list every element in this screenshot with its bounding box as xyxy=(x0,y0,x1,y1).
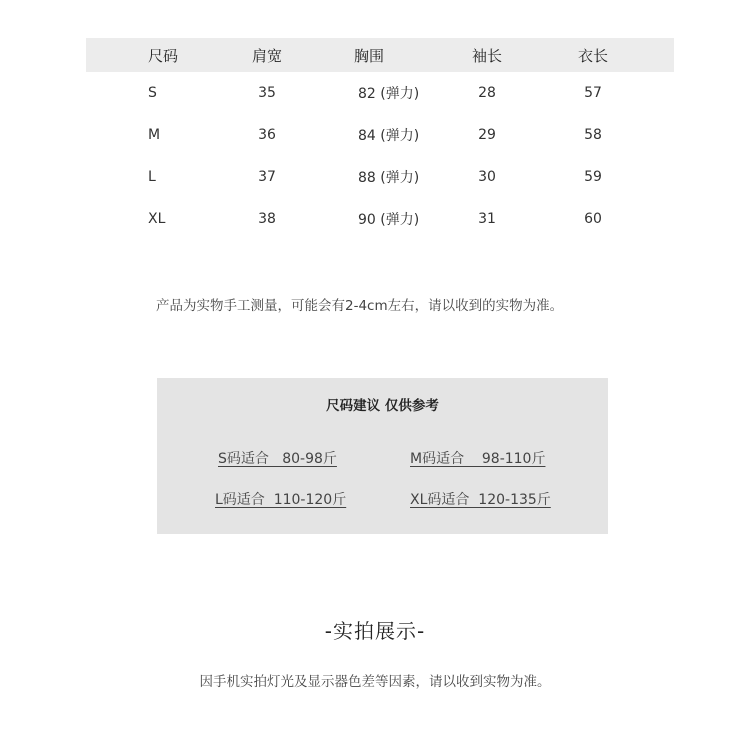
header-shoulder-width: 肩宽 xyxy=(252,46,283,65)
size-cell: S xyxy=(148,85,157,101)
size-cell: XL xyxy=(148,211,166,227)
table-row xyxy=(86,156,674,198)
photo-section-note: 因手机实拍灯光及显示器色差等因素，请以收到实物为准。 xyxy=(199,674,551,690)
length-cell: 60 xyxy=(584,211,602,227)
size-advice-l: L码适合 110-120斤 xyxy=(215,492,347,508)
table-row xyxy=(86,198,674,240)
shoulder-cell: 38 xyxy=(258,211,276,227)
chest-cell: 88 (弹力) xyxy=(358,170,420,186)
size-advice-box xyxy=(157,378,608,534)
header-size: 尺码 xyxy=(148,46,179,65)
length-cell: 58 xyxy=(584,127,602,143)
measurement-note: 产品为实物手工测量，可能会有2-4cm左右，请以收到的实物为准。 xyxy=(156,298,564,314)
size-advice-title: 尺码建议 仅供参考 xyxy=(326,398,439,414)
table-row xyxy=(86,114,674,156)
chest-cell: 90 (弹力) xyxy=(358,212,420,228)
length-cell: 57 xyxy=(584,85,602,101)
header-chest: 胸围 xyxy=(354,46,385,65)
sleeve-cell: 28 xyxy=(478,85,496,101)
header-garment-length: 衣长 xyxy=(577,46,608,65)
table-row xyxy=(86,72,674,114)
size-advice-s: S码适合 80-98斤 xyxy=(218,451,337,467)
size-cell: L xyxy=(148,169,156,185)
size-cell: M xyxy=(148,127,161,143)
size-chart-header-row xyxy=(86,38,674,72)
sleeve-cell: 30 xyxy=(478,169,496,185)
sleeve-cell: 29 xyxy=(478,127,496,143)
shoulder-cell: 36 xyxy=(258,127,276,143)
size-advice-m: M码适合 98-110斤 xyxy=(410,451,546,467)
length-cell: 59 xyxy=(584,169,602,185)
size-advice-xl: XL码适合 120-135斤 xyxy=(410,492,551,508)
photo-section-title: -实拍展示- xyxy=(324,619,426,643)
chest-cell: 84 (弹力) xyxy=(358,128,420,144)
header-sleeve-length: 袖长 xyxy=(471,46,502,65)
shoulder-cell: 35 xyxy=(258,85,276,101)
size-chart-table xyxy=(86,38,674,240)
shoulder-cell: 37 xyxy=(258,169,276,185)
chest-cell: 82 (弹力) xyxy=(358,86,420,102)
sleeve-cell: 31 xyxy=(478,211,496,227)
